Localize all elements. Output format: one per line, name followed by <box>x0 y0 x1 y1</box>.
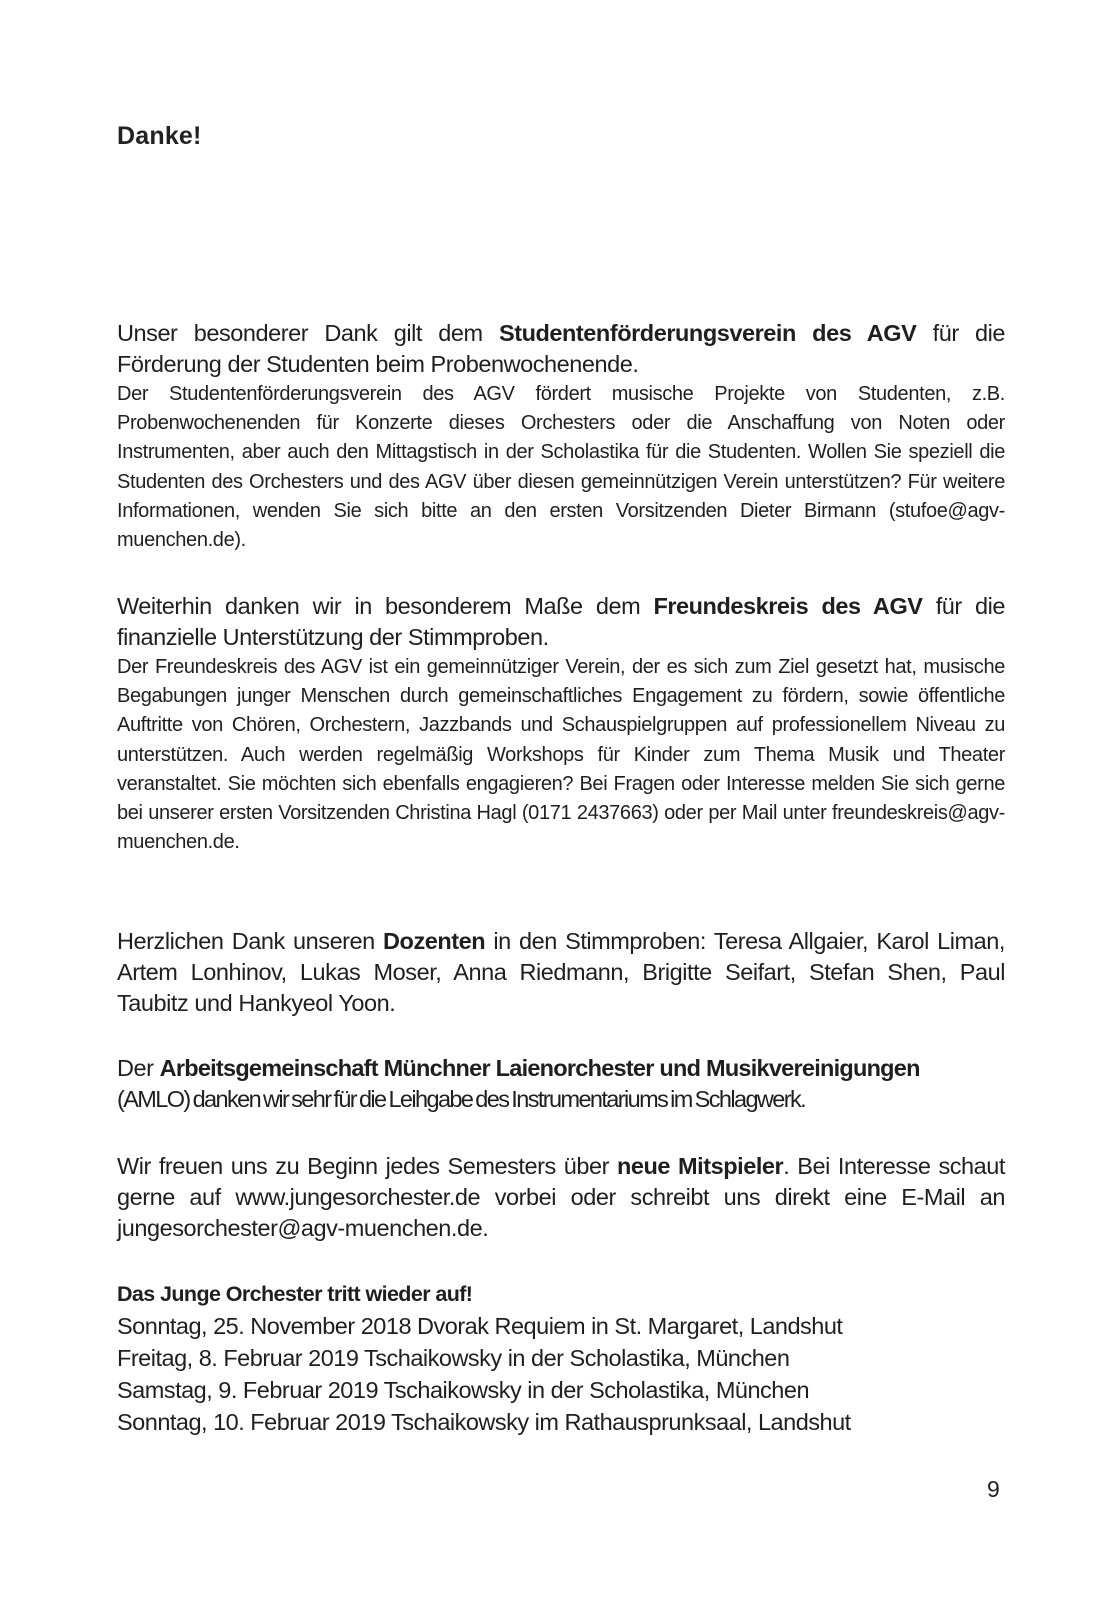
dozenten-text-start: Herzlichen Dank unseren <box>117 928 384 954</box>
dozenten-label: Dozenten <box>383 928 486 954</box>
stufoe-lead-text-end: für die Förderung der Studenten beim Probenwochenende. <box>117 320 1006 377</box>
concerts-title: Das Junge Orchester tritt wieder auf! <box>117 1282 473 1306</box>
stufoe-body: Der Studentenförderungsverein des AGV fördert musische Projekte von Studenten, z.B. Probenwochenenden für Konzerte dieses Orchesters oder die Anschaffung von Noten oder Instrumenten, aber auch den Mittagstisch in der Scholastika für die Studenten. Wollen Sie speziell die Studenten des Orchesters und des AGV über diesen gemeinnützigen Verein unterstützen? Für weitere Informationen, wenden Sie sich bitte an den ersten Vorsitzenden Dieter Birmann (stufoe@agv-muenchen.de). <box>117 383 1005 552</box>
freundeskreis-lead-text: Weiterhin danken wir in besonderem Maße dem <box>117 593 654 619</box>
mitspieler-label: neue Mitspieler <box>616 1153 784 1179</box>
freundeskreis-body: Der Freundeskreis des AGV ist ein gemeinnütziger Verein, der es sich zum Ziel gesetzt hat, musische Begabungen junger Menschen durch gemeinschaftliches Engagement zu fördern, sowie öffentliche Auftritte von Chören, Orchestern, Jazzbands und Schauspielgruppen auf professionellem Niveau zu unterstützen. Auch werden regelmäßig Workshops für Kinder zum Thema Musik und Theater veranstaltet. Sie möchten sich ebenfalls engagieren? Bei Fragen oder Interesse melden Sie sich gerne bei unserer ersten Vorsitzenden Christina Hagl (0171 2437663) oder per Mail unter freundeskreis@agv-muenchen.de. <box>117 656 1005 854</box>
concert-item: Sonntag, 10. Februar 2019 Tschaikowsky im Rathausprunksaal, Landshut <box>117 1409 851 1435</box>
amlo-org-name: Arbeitsgemeinschaft Münchner Laienorchester und Musikvereinigungen <box>159 1055 920 1081</box>
mitspieler-text <box>117 1151 1005 1244</box>
section-mitspieler <box>117 1151 1005 1244</box>
stufoe-lead <box>117 318 1005 380</box>
section-amlo <box>117 1053 1005 1115</box>
freundeskreis-org-name: Freundeskreis des AGV <box>653 593 923 619</box>
amlo-text-start: Der <box>117 1055 160 1081</box>
section-stufoe <box>117 318 1005 555</box>
mitspieler-text-end: . Bei Interesse schaut gerne auf www.jungesorchester.de vorbei oder schreibt uns direkt eine E-Mail an jungesorchester@agv-muenchen.de. <box>117 1153 1005 1241</box>
concert-item: Sonntag, 25. November 2018 Dvorak Requiem in St. Margaret, Landshut <box>117 1313 843 1339</box>
concert-item: Freitag, 8. Februar 2019 Tschaikowsky in der Scholastika, München <box>117 1345 790 1371</box>
mitspieler-text-start: Wir freuen uns zu Beginn jedes Semesters über <box>117 1153 617 1179</box>
section-freundeskreis <box>117 591 1005 857</box>
concert-item: Samstag, 9. Februar 2019 Tschaikowsky in der Scholastika, München <box>117 1377 810 1403</box>
stufoe-lead-text: Unser besonderer Dank gilt dem <box>117 320 499 346</box>
page-heading: Danke! <box>117 122 202 150</box>
freundeskreis-lead-text-end: für die finanzielle Unterstützung der Stimmproben. <box>117 593 1005 650</box>
amlo-line-1 <box>117 1053 1005 1084</box>
dozenten-text <box>117 926 1005 1019</box>
freundeskreis-lead <box>117 591 1005 653</box>
stufoe-org-name: Studentenförderungsverein des AGV <box>498 320 917 346</box>
dozenten-names: in den Stimmproben: Teresa Allgaier, Karol Liman, Artem Lonhinov, Lukas Moser, Anna Riedmann, Brigitte Seifart, Stefan Shen, Paul Taubitz und Hankyeol Yoon. <box>117 928 1005 1016</box>
section-concerts <box>117 1279 1005 1438</box>
section-dozenten <box>117 926 1005 1019</box>
amlo-line-2: (AMLO) danken wir sehr für die Leihgabe des Instrumentariums im Schlagwerk. <box>117 1086 806 1112</box>
page-number: 9 <box>987 1476 1000 1502</box>
